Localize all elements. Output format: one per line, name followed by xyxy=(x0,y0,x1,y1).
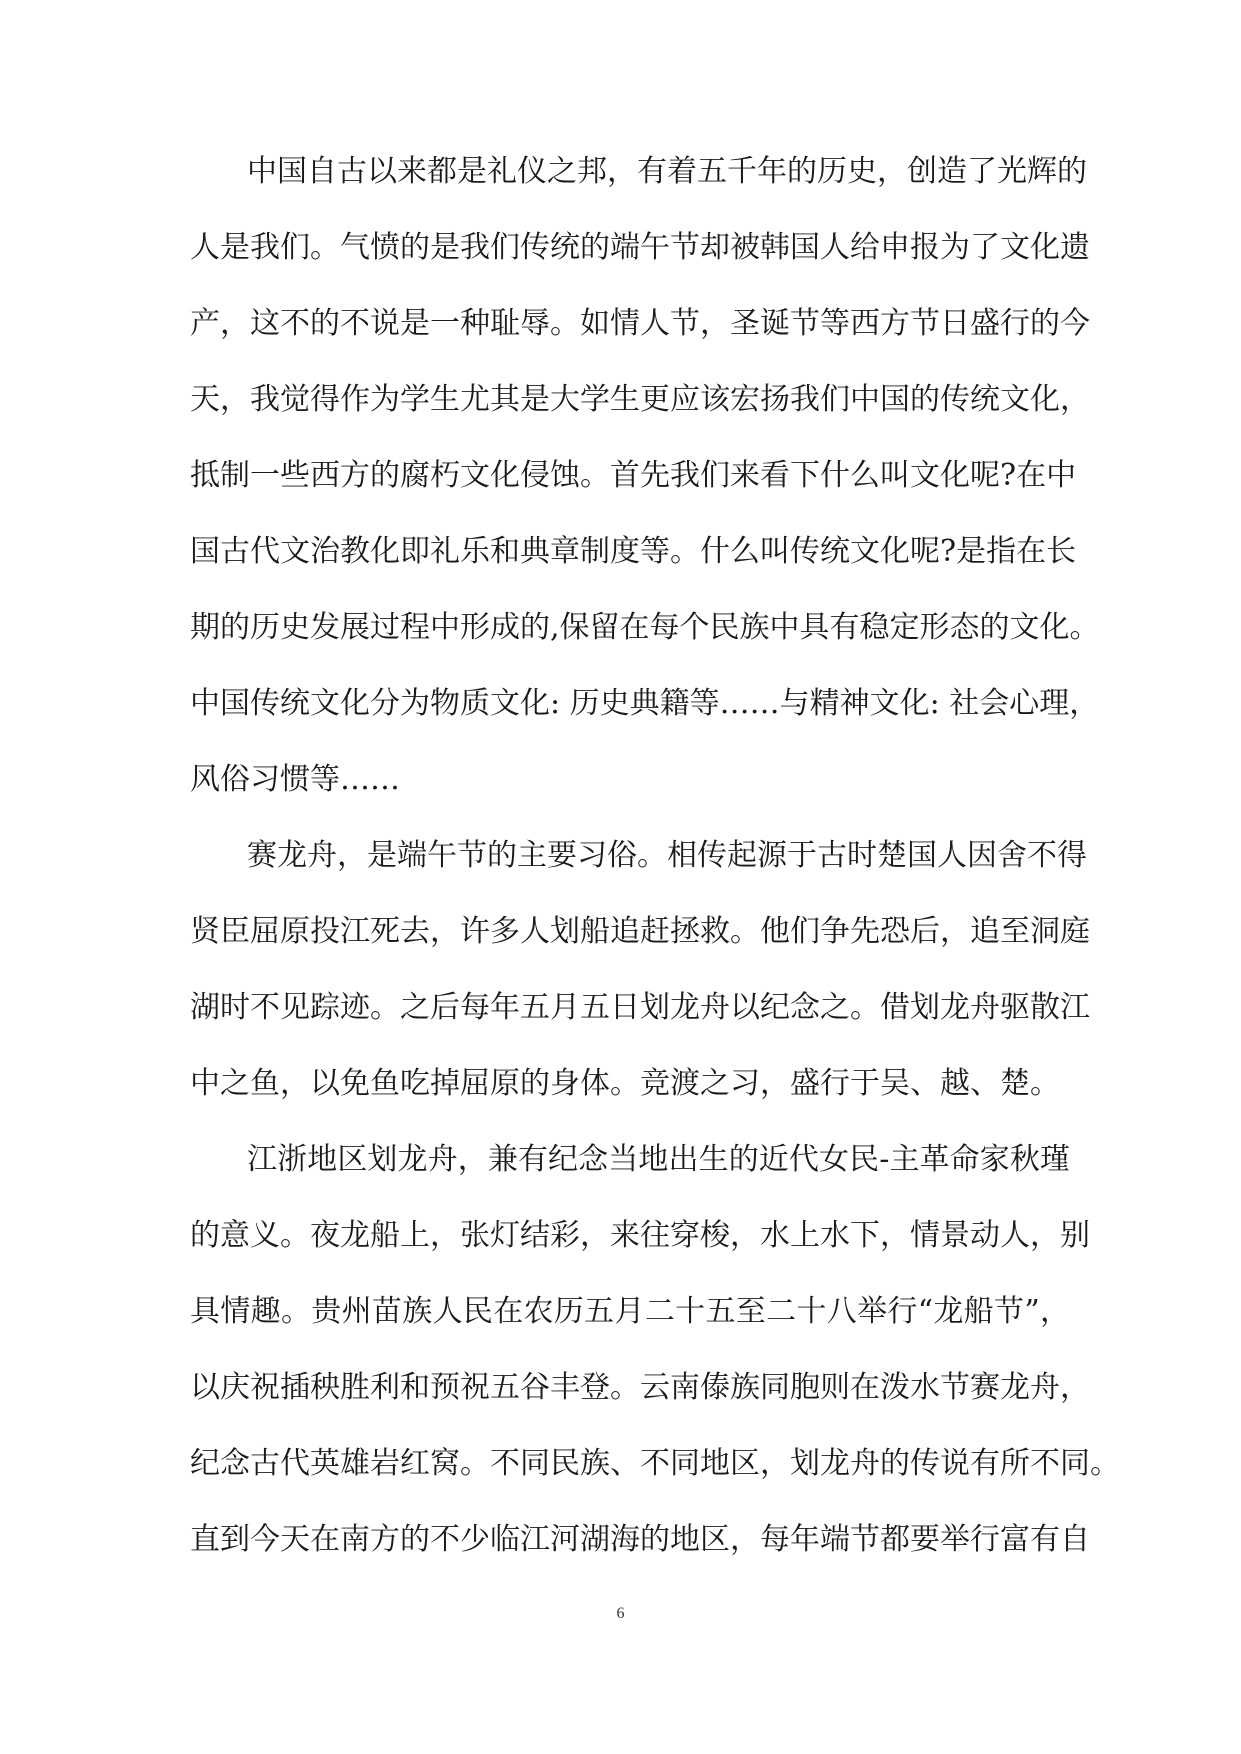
text-line: 赛龙舟，是端午节的主要习俗。相传起源于古时楚国人因舍不得 xyxy=(247,838,1087,873)
text-line: 人是我们。气愤的是我们传统的端午节却被韩国人给申报为了文化遗 xyxy=(190,230,1090,265)
text-line: 风俗习惯等…… xyxy=(190,762,400,797)
text-line: 的意义。夜龙船上，张灯结彩，来往穿梭，水上水下，情景动人，别 xyxy=(190,1218,1090,1253)
text-line: 天，我觉得作为学生尤其是大学生更应该宏扬我们中国的传统文化， xyxy=(190,382,1090,417)
text-line: 国古代文治教化即礼乐和典章制度等。什么叫传统文化呢?是指在长 xyxy=(190,534,1077,569)
text-line: 以庆祝插秧胜利和预祝五谷丰登。云南傣族同胞则在泼水节赛龙舟， xyxy=(190,1370,1090,1405)
text-line: 具情趣。贵州苗族人民在农历五月二十五至二十八举行“龙船节”， xyxy=(190,1294,1070,1329)
paragraph-3 xyxy=(190,1134,1120,1590)
text-line: 贤臣屈原投江死去，许多人划船追赶拯救。他们争先恐后，追至洞庭 xyxy=(190,914,1090,949)
text-line: 江浙地区划龙舟，兼有纪念当地出生的近代女民-主革命家秋瑾 xyxy=(247,1142,1070,1177)
text-line: 湖时不见踪迹。之后每年五月五日划龙舟以纪念之。借划龙舟驱散江 xyxy=(190,990,1090,1025)
paragraph-2 xyxy=(190,830,1090,1134)
text-line: 中国自古以来都是礼仪之邦，有着五千年的历史，创造了光辉的 xyxy=(247,154,1087,189)
page-number: 6 xyxy=(616,1605,625,1622)
text-line: 纪念古代英雄岩红窝。不同民族、不同地区，划龙舟的传说有所不同。 xyxy=(190,1446,1120,1481)
text-line: 中之鱼，以免鱼吃掉屈原的身体。竞渡之习，盛行于吴、越、楚。 xyxy=(190,1066,1060,1101)
text-line: 抵制一些西方的腐朽文化侵蚀。首先我们来看下什么叫文化呢?在中 xyxy=(190,458,1077,493)
text-line: 中国传统文化分为物质文化: 历史典籍等……与精神文化: 社会心理， xyxy=(190,686,1100,721)
paragraph-1 xyxy=(190,146,1100,830)
text-line: 期的历史发展过程中形成的,保留在每个民族中具有稳定形态的文化。 xyxy=(190,610,1100,645)
text-line: 直到今天在南方的不少临江河湖海的地区，每年端节都要举行富有自 xyxy=(190,1522,1090,1557)
document-body xyxy=(190,146,1120,1590)
text-line: 产，这不的不说是一种耻辱。如情人节，圣诞节等西方节日盛行的今 xyxy=(190,306,1090,341)
